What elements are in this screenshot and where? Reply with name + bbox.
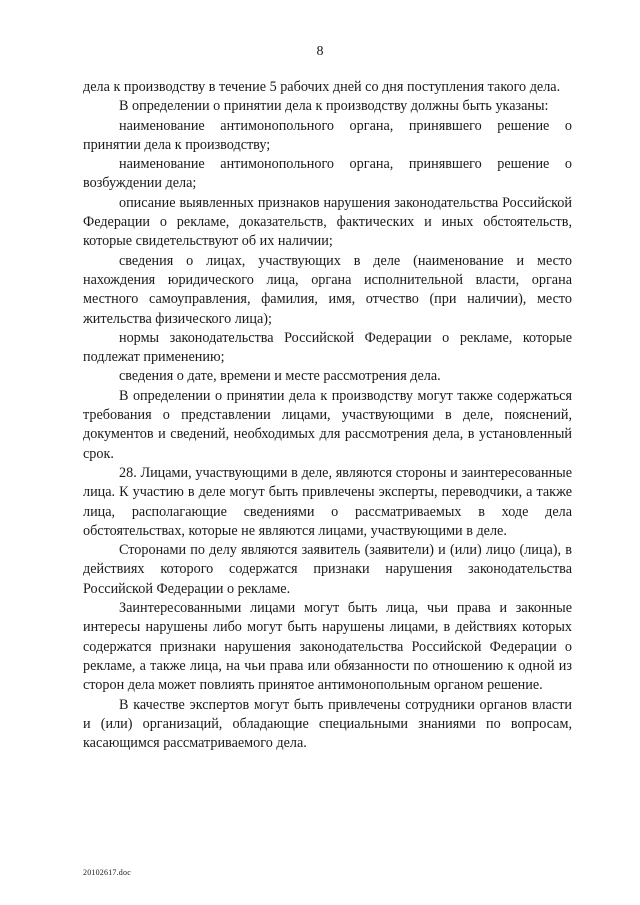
paragraph: Сторонами по делу являются заявитель (заявители) и (или) лицо (лица), в действиях которого содержатся признаки нарушения законодательства Российской Федерации о рекламе. bbox=[83, 542, 572, 597]
list-item: сведения о дате, времени и месте рассмотрения дела. bbox=[119, 368, 441, 385]
clause-28: 28. Лицами, участвующими в деле, являются стороны и заинтересованные лица. К участию в деле могут быть привлечены эксперты, переводчики, а также лица, располагающие сведениями о рассматриваемых в ходе дела обстоятельствах, которые не являются лицами, участвующими в деле. bbox=[83, 464, 572, 539]
document-body bbox=[83, 78, 572, 753]
list-item: описание выявленных признаков нарушения законодательства Российской Федерации о рекламе, доказательств, фактических и иных обстоятельств, которые свидетельствуют об их наличии; bbox=[83, 194, 572, 250]
paragraph: Заинтересованными лицами могут быть лица, чьи права и законные интересы нарушены либо могут быть нарушены лицами, в действиях которых содержатся признаки нарушения законодательства Российской Федерации о рекламе, а также лица, на чьи права или обязанности по отношению к одной из сторон дела может повлиять принятое антимонопольным органом решение. bbox=[83, 600, 572, 694]
footer-filename: 20102617.doc bbox=[83, 868, 131, 877]
list-item: наименование антимонопольного органа, принявшего решение о возбуждении дела; bbox=[83, 156, 572, 192]
paragraph: В определении о принятии дела к производству могут также содержаться требования о представлении лицами, участвующими в деле, пояснений, документов и сведений, необходимых для рассмотрения дела, в установленный срок. bbox=[83, 387, 572, 462]
page-number: 8 bbox=[316, 44, 324, 59]
list-item: наименование антимонопольного органа, принявшего решение о принятии дела к производству; bbox=[83, 117, 572, 153]
paragraph: В качестве экспертов могут быть привлечены сотрудники органов власти и (или) организаций, обладающие специальными знаниями по вопросам, касающимся рассматриваемого дела. bbox=[83, 696, 572, 752]
list-item: сведения о лицах, участвующих в деле (наименование и место нахождения юридического лица, органа исполнительной власти, органа местного самоуправления, фамилия, имя, отчество (при наличии), место жительства физического лица); bbox=[83, 252, 572, 327]
paragraph-continuation: дела к производству в течение 5 рабочих дней со дня поступления такого дела. bbox=[83, 79, 561, 95]
list-item: нормы законодательства Российской Федерации о рекламе, которые подлежат применению; bbox=[83, 329, 572, 366]
paragraph: В определении о принятии дела к производству должны быть указаны: bbox=[119, 98, 549, 115]
